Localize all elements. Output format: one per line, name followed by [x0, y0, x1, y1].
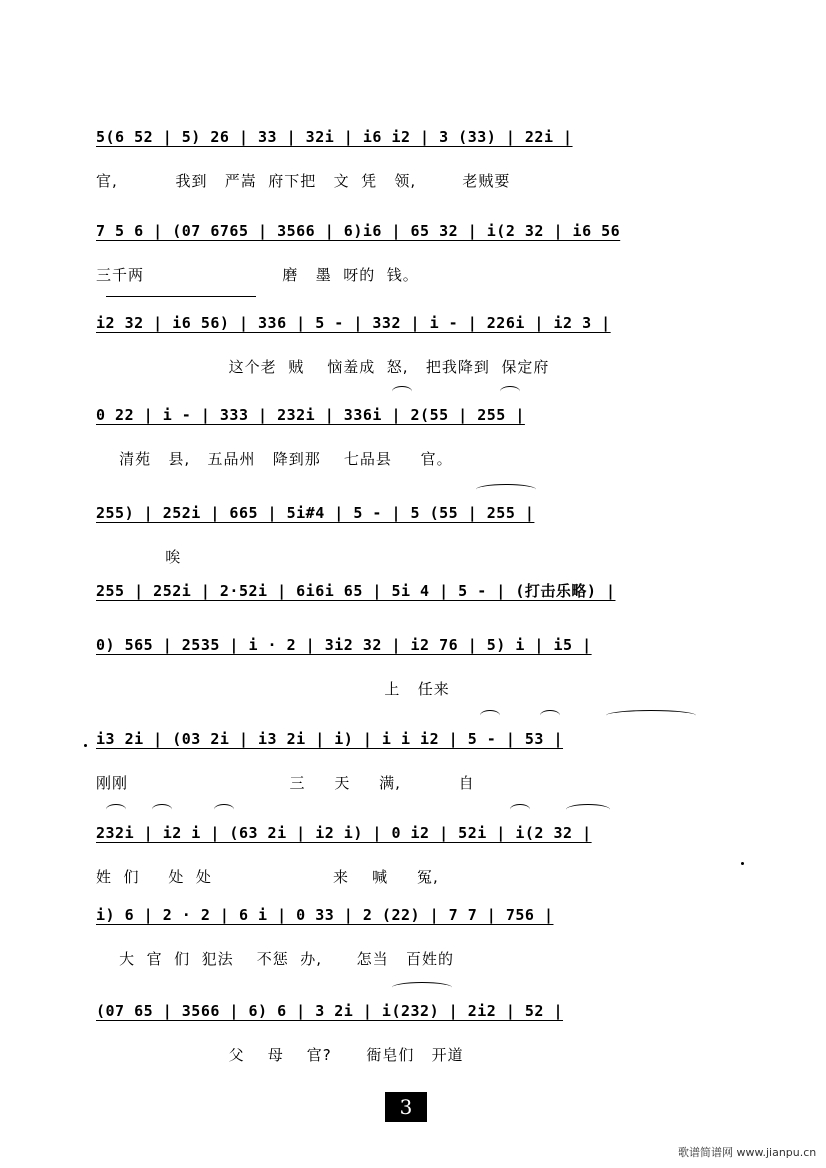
- lyrics-line: 官, 我到 严嵩 府下把 文 凭 领, 老贼要: [96, 172, 511, 190]
- lyrics-line: 唉: [96, 548, 182, 566]
- slur-mark: [500, 386, 520, 397]
- slur-mark: [392, 982, 452, 993]
- tie-line: [106, 296, 256, 297]
- notation-line: i3 2i | (03 2i | i3 2i | i) | i i i2 | 5 - | 53 |: [96, 730, 564, 748]
- slur-mark: [540, 710, 560, 721]
- notation-line: 5(6 52 | 5) 26 | 33 | 32i | i6 i2 | 3 (33) | 22i |: [96, 128, 573, 146]
- lyrics-line: 大 官 们 犯法 不惩 办, 怎当 百姓的: [96, 950, 454, 968]
- lyrics-line: 刚刚 三 天 满, 自: [96, 774, 475, 792]
- slur-mark: [476, 484, 536, 495]
- slur-mark: [214, 804, 234, 815]
- lyrics-line: 姓 们 处 处 来 喊 冤,: [96, 868, 439, 886]
- lyrics-line: 这个老 贼 恼羞成 怒, 把我降到 保定府: [96, 358, 550, 376]
- stray-dot: [741, 862, 744, 865]
- notation-line: i2 32 | i6 56) | 336 | 5 - | 332 | i - | 226i | i2 3 |: [96, 314, 611, 332]
- notation-line: 255) | 252i | 665 | 5i#4 | 5 - | 5 (55 | 255 |: [96, 504, 535, 522]
- slur-mark: [566, 804, 610, 815]
- notation-line: 7 5 6 | (07 6765 | 3566 | 6)i6 | 65 32 | i(2 32 | i6 56: [96, 222, 621, 240]
- slur-mark: [510, 804, 530, 815]
- notation-line: 255 | 252i | 2·52i | 6i6i 65 | 5i 4 | 5 - | (打击乐略) |: [96, 582, 616, 600]
- lyrics-line: 三千两 磨 墨 呀的 钱。: [96, 266, 419, 284]
- site-watermark: 歌谱简谱网 www.jianpu.cn: [678, 1146, 817, 1159]
- slur-mark: [606, 710, 696, 721]
- notation-line: i) 6 | 2 · 2 | 6 i | 0 33 | 2 (22) | 7 7 | 756 |: [96, 906, 554, 924]
- notation-line: 232i | i2 i | (63 2i | i2 i) | 0 i2 | 52i | i(2 32 |: [96, 824, 592, 842]
- lyrics-line: 上 任来: [96, 680, 450, 698]
- lyrics-line: 父 母 官? 衙皂们 开道: [96, 1046, 464, 1064]
- notation-line: 0) 565 | 2535 | i · 2 | 3i2 32 | i2 76 | 5) i | i5 |: [96, 636, 592, 654]
- notation-line: 0 22 | i - | 333 | 232i | 336i | 2(55 | 255 |: [96, 406, 525, 424]
- slur-mark: [392, 386, 412, 397]
- stray-dot: [84, 744, 87, 747]
- slur-mark: [480, 710, 500, 721]
- notation-line: (07 65 | 3566 | 6) 6 | 3 2i | i(232) | 2i2 | 52 |: [96, 1002, 564, 1020]
- slur-mark: [106, 804, 126, 815]
- lyrics-line: 清苑 县, 五品州 降到那 七品县 官。: [96, 450, 453, 468]
- slur-mark: [152, 804, 172, 815]
- page-number: 3: [385, 1092, 427, 1122]
